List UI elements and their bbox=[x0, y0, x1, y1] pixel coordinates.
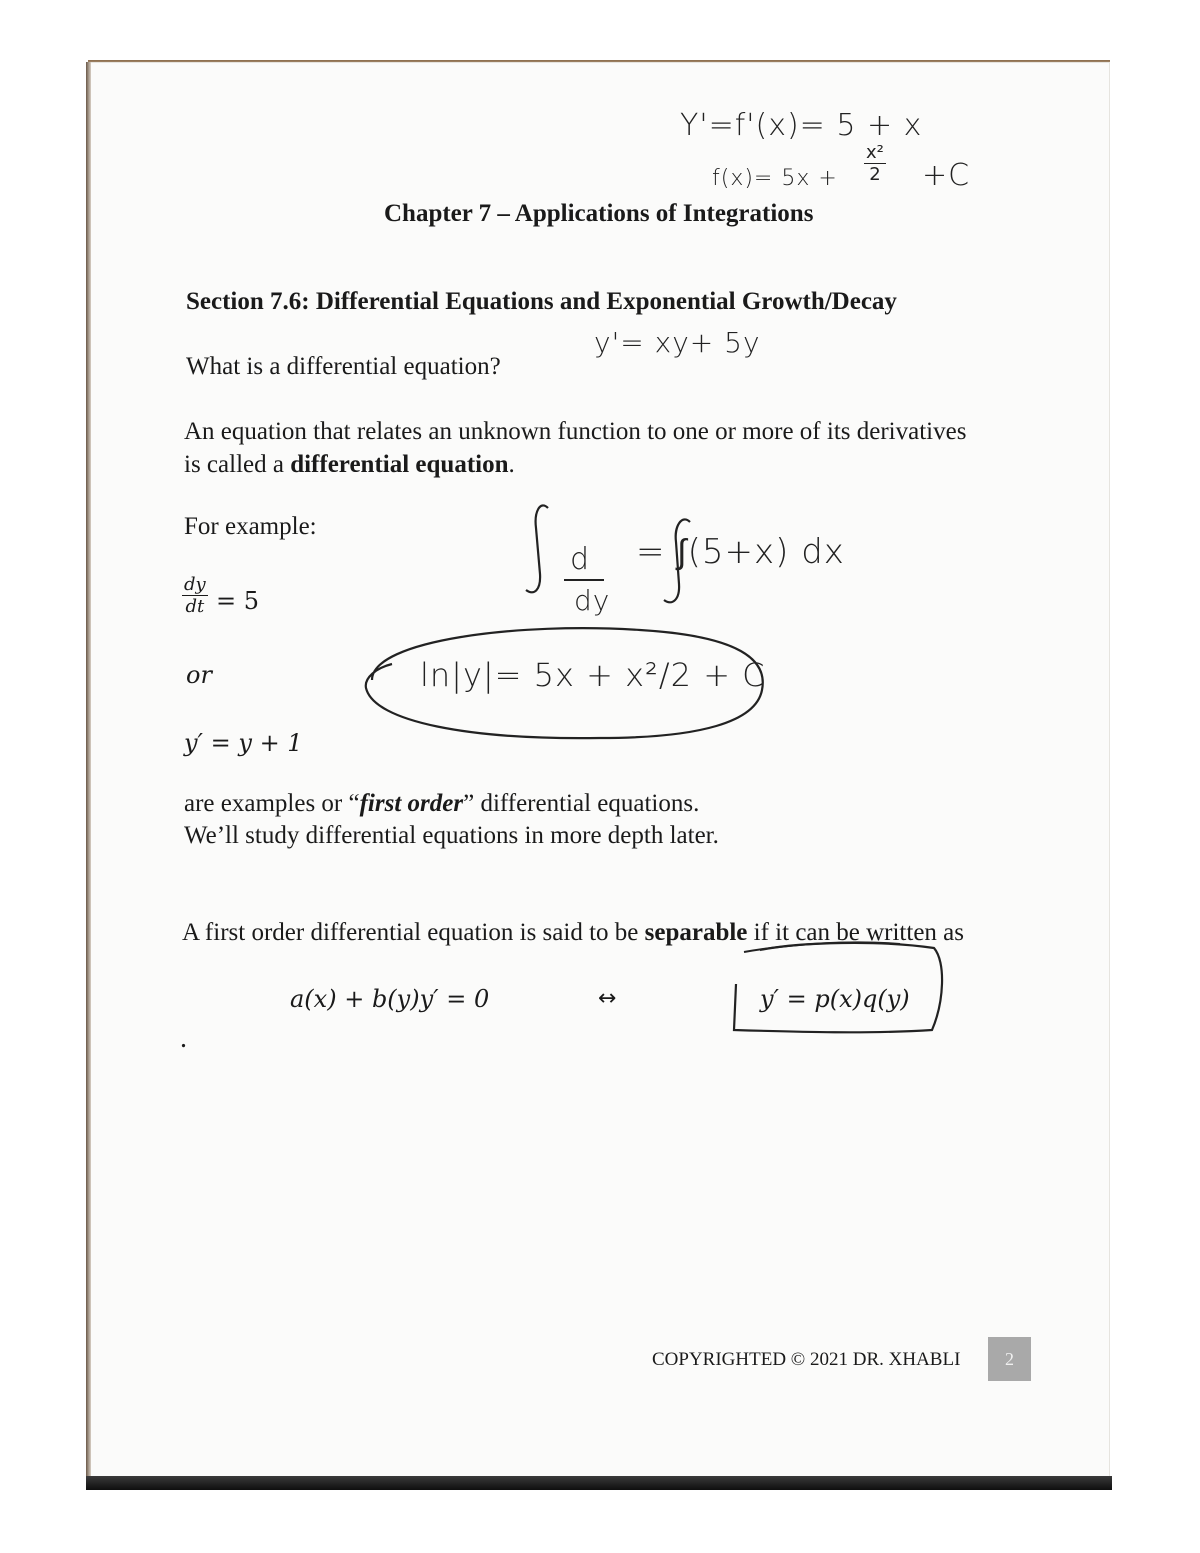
chapter-title: Chapter 7 – Applications of Integrations bbox=[384, 200, 814, 227]
integral-lhs-den: dy bbox=[574, 584, 611, 617]
example-1-denominator: dt bbox=[185, 596, 205, 617]
handwritten-frac-num: x² bbox=[866, 142, 884, 163]
examples-sentence-a: are examples or “ bbox=[184, 790, 360, 817]
separable-term: separable bbox=[644, 919, 748, 946]
copyright-footer: COPYRIGHTED © 2021 DR. XHABLI bbox=[652, 1349, 961, 1370]
integral-lhs-num: d bbox=[570, 542, 591, 577]
handwritten-antiderivative-right: +C bbox=[922, 158, 971, 193]
or-text: or bbox=[186, 661, 212, 689]
handwritten-antiderivative-left: f(x)= 5x + bbox=[712, 166, 838, 191]
definition-term: differential equation bbox=[290, 451, 509, 478]
page-number: 2 bbox=[988, 1337, 1031, 1381]
circled-result: ln|y|= 5x + x²/2 + C bbox=[420, 656, 766, 694]
separable-equation-left: a(x) + b(y)y′ = 0 bbox=[290, 985, 490, 1013]
question-text: What is a differential equation? bbox=[186, 353, 501, 380]
example-1-rhs: = 5 bbox=[216, 587, 260, 615]
integral-sign-left bbox=[526, 505, 548, 592]
for-example-label: For example: bbox=[184, 513, 317, 540]
separable-equation-right: y′ = p(x)q(y) bbox=[760, 985, 910, 1013]
integral-rhs: = ∫(5+x) dx bbox=[636, 532, 845, 572]
examples-sentence-b: ” differential equations. bbox=[463, 790, 700, 817]
first-order-term: first order bbox=[359, 790, 464, 817]
stray-dot: . bbox=[180, 1023, 187, 1054]
handwritten-derivative: Y'=f'(x)= 5 + x bbox=[680, 108, 923, 143]
separable-sentence-a: A first order differential equation is said to be bbox=[182, 919, 645, 946]
section-title: Section 7.6: Differential Equations and Exponential Growth/Decay bbox=[186, 288, 897, 315]
separable-sentence bbox=[182, 918, 964, 948]
separable-sentence-b: if it can be written as bbox=[747, 919, 964, 946]
example-2-equation: y′ = y + 1 bbox=[184, 729, 303, 757]
handwritten-example-equation: y'= xy+ 5y bbox=[594, 326, 761, 359]
definition-line-2-text: is called a bbox=[184, 451, 291, 478]
definition-end: . bbox=[508, 451, 515, 478]
example-1-numerator: dy bbox=[184, 574, 206, 595]
study-later-sentence: We’ll study differential equations in more depth later. bbox=[184, 822, 719, 849]
definition-line-1: An equation that relates an unknown function to one or more of its derivatives bbox=[184, 418, 967, 445]
handwritten-frac-den: 2 bbox=[869, 164, 881, 185]
equivalence-arrow: ↔ bbox=[598, 986, 617, 1011]
